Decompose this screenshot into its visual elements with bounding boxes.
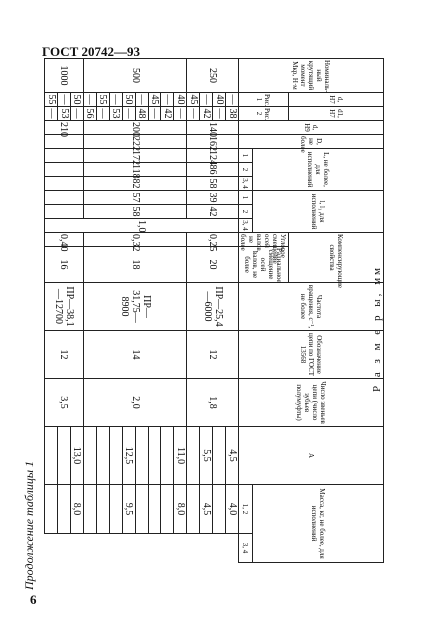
l-cell (45, 205, 84, 219)
mass12-cell (135, 427, 148, 485)
d1-cell: 53 (58, 108, 70, 119)
d1-cell: 42 (161, 108, 173, 119)
d-cell: 40 (213, 94, 225, 105)
d-cell: 45 (187, 94, 199, 105)
d1-cell: — (149, 108, 161, 119)
d1-cell: — (213, 108, 225, 119)
d-cell: 55 (45, 94, 57, 105)
mass34-cell: 4,0 (226, 485, 239, 534)
d1-cell: — (71, 108, 83, 119)
mass34-cell (148, 485, 161, 534)
l-cell: 82 (83, 177, 186, 191)
col-L-v34: 3, 4 (239, 177, 253, 191)
d-cell: 55 (97, 94, 109, 105)
teeth-cell: 12 (45, 331, 84, 379)
col-D: D, не более (239, 135, 384, 149)
mass12-cell (58, 427, 71, 485)
mass12-cell (187, 427, 200, 485)
table-row (174, 59, 187, 588)
col-freq: Частота вращения, c⁻¹, не более (239, 283, 384, 331)
col-l: l, l₁ для исполнений (253, 191, 384, 233)
mass34-cell (109, 485, 122, 534)
torque-cell: 500 (83, 59, 186, 93)
teeth-cell: 12 (187, 331, 239, 379)
freq-cell: 16 (45, 247, 84, 283)
mass34-cell: 9,5 (122, 485, 135, 534)
angular-cell: 1,0 (45, 219, 239, 233)
torque-cell: 1000 (45, 59, 84, 93)
L-cell: 162 (187, 135, 239, 149)
d1-cell: — (187, 108, 199, 119)
radial-cell: 0,40 (45, 233, 84, 247)
d1-cell: — (123, 108, 135, 119)
page-number: 6 (30, 592, 37, 607)
d1-cell: — (97, 108, 109, 119)
mass12-cell: 11,0 (174, 427, 187, 485)
d1-cell: 56 (84, 108, 96, 119)
mass34-cell (45, 485, 58, 534)
d-cell: — (161, 94, 173, 105)
A-cell: 2,0 (83, 379, 186, 427)
d-cell: 50 (71, 94, 83, 105)
d1-cell: 53 (110, 108, 122, 119)
col-comp: Компенсирующие свойства (289, 233, 384, 283)
mass34-cell (96, 485, 109, 534)
col-torque: Номинальный крутящий момент Мкр, Н·м (239, 59, 384, 93)
d1-cell: 48 (136, 108, 148, 119)
mass12-cell (213, 427, 226, 485)
table-body (45, 59, 239, 588)
col-l-v34: 3, 4 (239, 219, 253, 233)
units-caption: Р а з м е р ы, мм (371, 264, 383, 392)
col-draw1: Рис. 1 (239, 93, 289, 107)
col-l-v1: 1 (239, 191, 253, 205)
standard-header: ГОСТ 20742—93 (42, 44, 141, 59)
torque-cell: 250 (187, 59, 239, 93)
col-L-v2: 2 (239, 163, 253, 177)
mass12-cell (83, 427, 96, 485)
table-row (71, 59, 84, 588)
d-cell: — (226, 94, 238, 105)
col-mass-v34: 3, 4 (239, 534, 253, 563)
col-draw2: Рис. 2 (239, 107, 289, 121)
l-cell (45, 191, 84, 205)
d1-cell: — (174, 108, 186, 119)
l-cell: 39 (187, 191, 239, 205)
freq-cell: 18 (83, 247, 186, 283)
col-L-v1: 1 (239, 149, 253, 163)
col-angular: Угловое смещение осей валов, не более (239, 234, 288, 264)
D-cell: 200 (83, 121, 186, 135)
mass12-cell (148, 427, 161, 485)
d1-cell: — (45, 108, 57, 119)
d-cell: 50 (123, 94, 135, 105)
col-d-h9: d, H9 (239, 121, 384, 135)
D-cell: 140 (187, 121, 239, 135)
l-cell: 57 (83, 191, 186, 205)
L-cell: 86 (187, 163, 239, 177)
mass12-cell: 13,0 (71, 427, 84, 485)
continuation-caption: Продолжение таблицы 1 (22, 460, 36, 590)
mass34-cell: 8,0 (174, 485, 187, 534)
col-radial: Радиальное смещение осей валов, не более (239, 247, 289, 283)
mass34-cell (161, 485, 174, 534)
mass34-cell (187, 485, 200, 534)
A-cell: 1,8 (187, 379, 239, 427)
mass12-cell: 4,5 (226, 427, 239, 485)
radial-cell: 0,32 (83, 233, 186, 247)
mass34-cell (58, 485, 71, 534)
coupling-dimensions-table (44, 58, 384, 588)
col-l-v2: 2 (239, 205, 253, 219)
d1-cell: 42 (200, 108, 212, 119)
A-cell: 3,5 (45, 379, 84, 427)
chain-cell: ПР—25,4—6000 (187, 283, 239, 331)
d1-cell: 38 (226, 108, 238, 119)
d-cell: — (58, 94, 70, 105)
col-A: A (239, 427, 384, 485)
mass12-cell (161, 427, 174, 485)
mass34-cell (135, 485, 148, 534)
mass12-cell (45, 427, 58, 485)
d-cell: — (200, 94, 212, 105)
d-cell: — (110, 94, 122, 105)
col-d-h7: d, H7 (289, 93, 384, 107)
d-cell: — (136, 94, 148, 105)
col-mass-v12: 1, 2 (239, 485, 253, 534)
l-cell (45, 177, 84, 191)
col-chain: Обозначение цепи по ГОСТ 13568 (239, 331, 384, 379)
l-cell: 58 (83, 205, 186, 219)
l-cell: 42 (187, 205, 239, 219)
d-cell: 40 (174, 94, 186, 105)
l-cell: 58 (187, 177, 239, 191)
freq-cell: 20 (187, 247, 239, 283)
d-cell: 45 (149, 94, 161, 105)
mass12-cell: 12,5 (122, 427, 135, 485)
teeth-cell: 14 (83, 331, 186, 379)
L-cell (45, 163, 84, 177)
mass34-cell: 8,0 (71, 485, 84, 534)
mass12-cell (109, 427, 122, 485)
col-mass: Масса, кг, не более, для исполнений (253, 485, 384, 563)
table-row (226, 59, 239, 588)
L-cell: 172 (83, 149, 186, 163)
L-cell: 222 (83, 135, 186, 149)
mass34-cell (83, 485, 96, 534)
rotated-table-wrapper (44, 58, 384, 585)
mass12-cell: 5,5 (200, 427, 213, 485)
D-cell: 210 (45, 121, 84, 135)
mass12-cell (96, 427, 109, 485)
L-cell: 118 (83, 163, 186, 177)
L-cell: 124 (187, 149, 239, 163)
mass34-cell: 4,5 (200, 485, 213, 534)
L-cell (45, 149, 84, 163)
d-cell: — (84, 94, 96, 105)
chain-cell: ПР—38,1—12700 (45, 283, 84, 331)
radial-cell: 0,25 (187, 233, 239, 247)
col-teeth: Число звеньев цепи (число зубьев полумуфты) (239, 379, 384, 427)
col-L: L, не более, для исполнений (253, 149, 384, 191)
chain-cell: ПР—31,75—8900 (83, 283, 186, 331)
col-d1-h7: d1, H7 (289, 107, 384, 121)
mass34-cell (213, 485, 226, 534)
